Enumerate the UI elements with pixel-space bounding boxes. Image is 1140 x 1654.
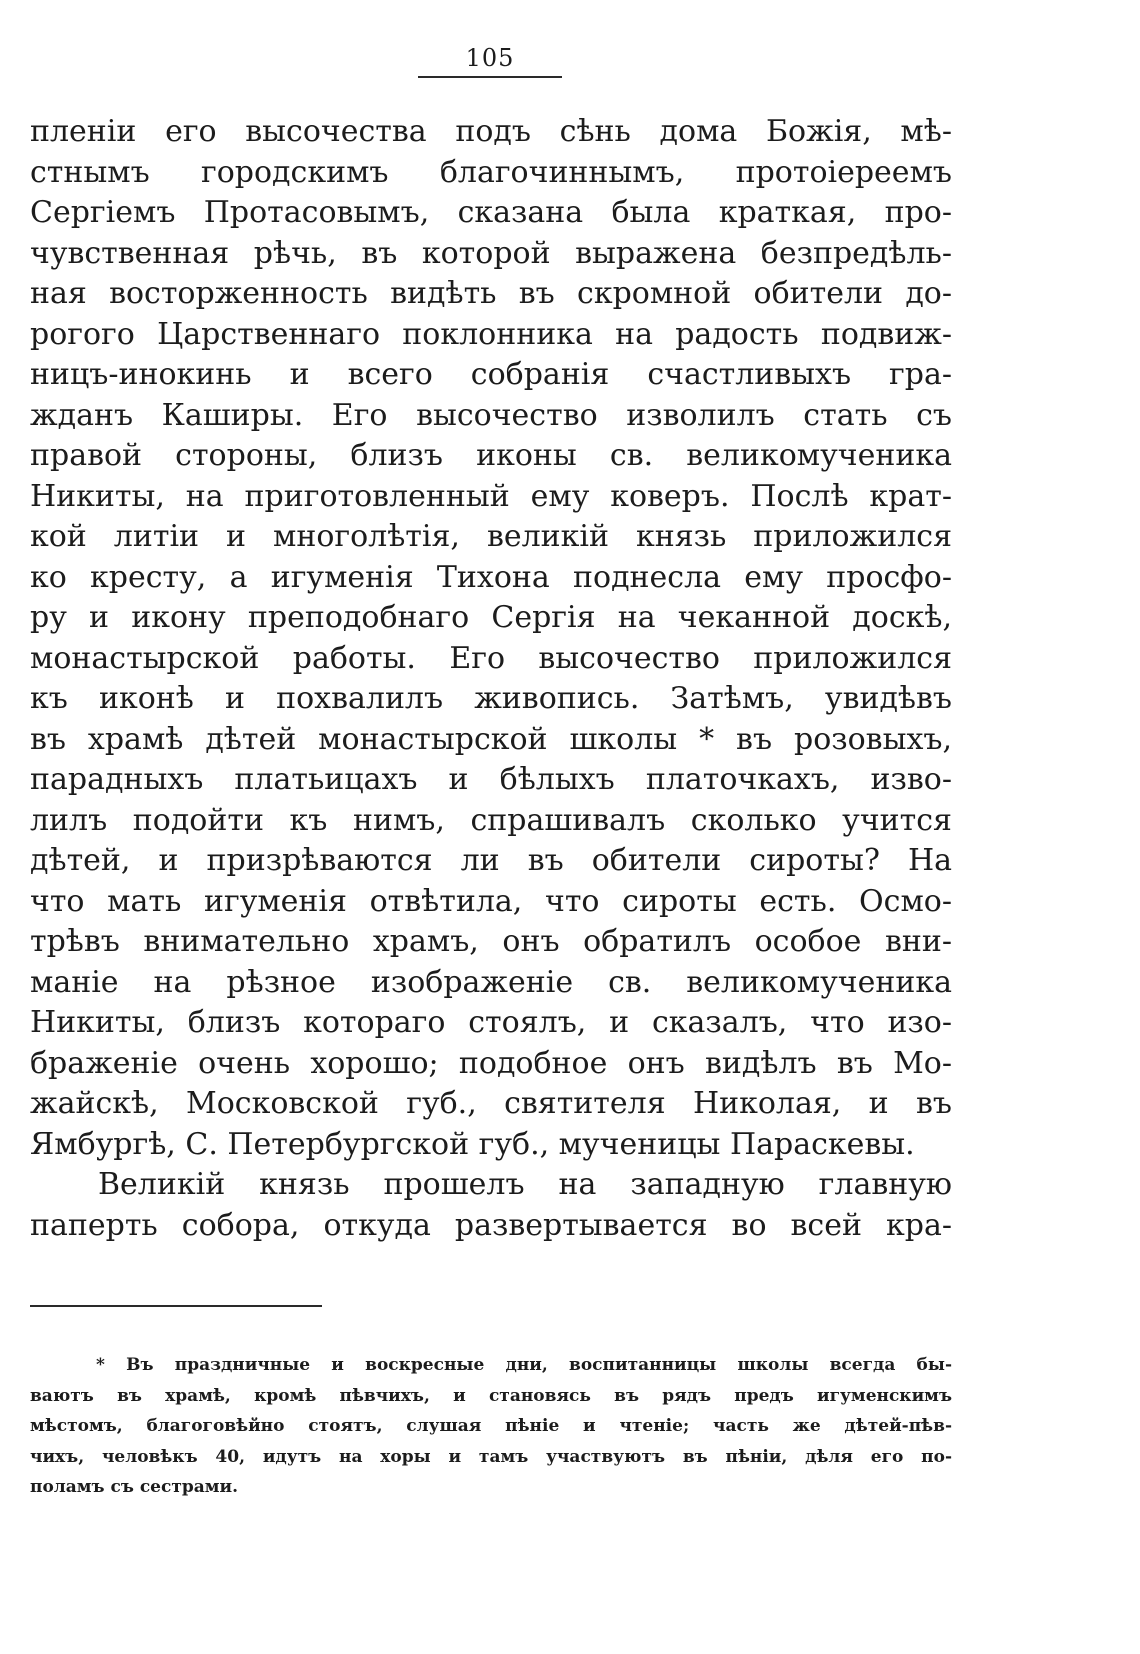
text-line: къ иконѣ и похвалилъ живопись. Затѣмъ, увидѣвъ (30, 681, 952, 716)
text-line: Никиты, близъ котораго стоялъ, и сказалъ, что изо- (30, 1005, 952, 1040)
text-line: жайскѣ, Московской губ., святителя Николая, и въ (30, 1086, 952, 1121)
footnote-line: * Въ праздничные и воскресные дни, воспитанницы школы всегда бы- (96, 1355, 952, 1375)
text-line: что мать игуменія отвѣтила, что сироты есть. Осмо- (30, 883, 952, 919)
body-text (30, 112, 952, 1246)
footnote-line: поламъ съ сестрами. (30, 1477, 239, 1497)
text-line: браженіе очень хорошо; подобное онъ видѣлъ въ Мо- (30, 1045, 952, 1081)
footnote (30, 1350, 952, 1503)
text-line: Ямбургѣ, С. Петербургской губ., мученицы Параскевы. (30, 1126, 915, 1162)
page-number: 105 (465, 44, 515, 72)
text-line: рогого Царственнаго поклонника на радость подвиж- (30, 316, 952, 352)
text-line: стнымъ городскимъ благочиннымъ, протоіереемъ (30, 154, 952, 190)
text-line: ру и икону преподобнаго Сергія на чеканной доскѣ, (30, 600, 952, 635)
text-line: Никиты, на приготовленный ему коверъ. Послѣ крат- (30, 478, 952, 514)
text-line: въ храмѣ дѣтей монастырской школы * въ розовыхъ, (30, 721, 952, 757)
text-line: ницъ-инокинь и всего собранія счастливыхъ гра- (30, 357, 952, 392)
text-line: ко кресту, а игуменія Тихона поднесла ему просфо- (30, 559, 952, 595)
text-line: лилъ подойти къ нимъ, спрашивалъ сколько учится (30, 802, 952, 838)
text-line: монастырской работы. Его высочество приложился (30, 640, 952, 676)
text-line: пленіи его высочества подъ сѣнь дома Божія, мѣ- (30, 114, 952, 149)
text-line: дѣтей, и призрѣваются ли въ обители сироты? На (30, 843, 952, 878)
text-line: чувственная рѣчь, въ которой выражена безпредѣль- (30, 235, 952, 271)
text-line: жданъ Каширы. Его высочество изволилъ стать съ (30, 397, 952, 433)
footnote-rule (30, 1305, 322, 1307)
footnote-line: ваютъ въ храмѣ, кромѣ пѣвчихъ, и становясь въ рядъ предъ игуменскимъ (30, 1385, 952, 1406)
text-line: паперть собора, откуда развертывается во всей кра- (30, 1207, 952, 1243)
text-line: Сергіемъ Протасовымъ, сказана была краткая, про- (30, 195, 952, 230)
text-line: правой стороны, близъ иконы св. великомученика (30, 438, 952, 473)
text-line: маніе на рѣзное изображеніе св. великомученика (30, 964, 952, 1000)
paragraph-start-line: Великій князь прошелъ на западную главную (98, 1167, 952, 1202)
text-line: парадныхъ платьицахъ и бѣлыхъ платочкахъ, изво- (30, 762, 952, 797)
page-number-rule (418, 76, 562, 78)
footnote-line: мѣстомъ, благоговѣйно стоятъ, слушая пѣніе и чтеніе; часть же дѣтей-пѣв- (30, 1416, 952, 1436)
footnote-line: чихъ, человѣкъ 40, идутъ на хоры и тамъ участвуютъ въ пѣніи, дѣля его по- (30, 1446, 952, 1467)
text-line: кой литіи и многолѣтія, великій князь приложился (30, 519, 952, 554)
text-line: трѣвъ внимательно храмъ, онъ обратилъ особое вни- (30, 924, 952, 959)
text-line: ная восторженность видѣть въ скромной обители до- (30, 276, 952, 311)
